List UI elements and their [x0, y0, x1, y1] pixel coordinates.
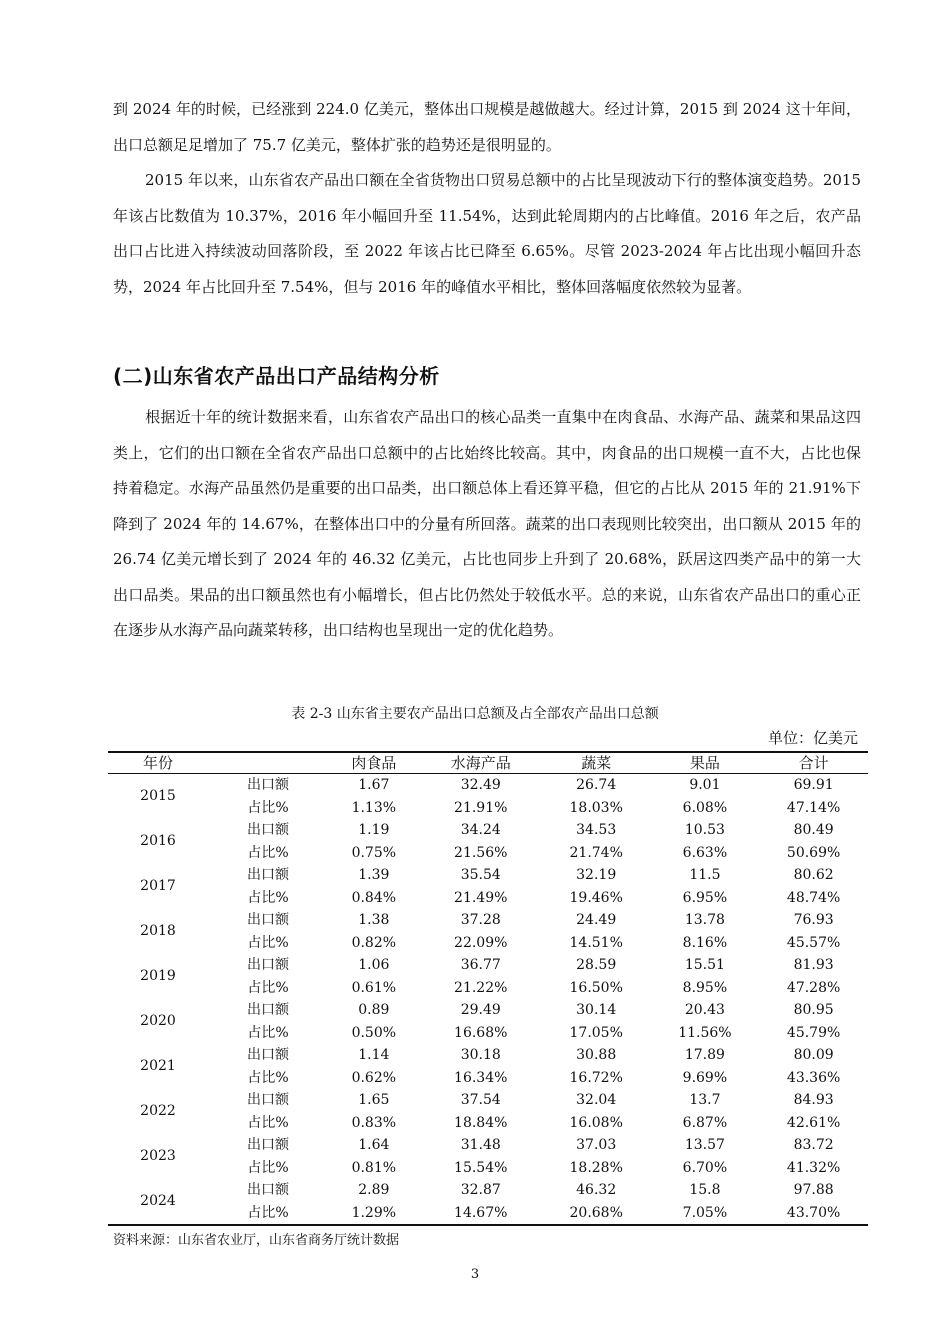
metric-label-cell: 占比%: [247, 1204, 289, 1221]
value-cell: 14.51%: [569, 934, 623, 951]
value-cell: 20.68%: [569, 1204, 623, 1221]
metric-label-cell: 出口额: [247, 912, 289, 928]
value-cell: 80.62: [793, 867, 834, 883]
table-row: [108, 1112, 868, 1135]
body-paragraph-3-text: 根据近十年的统计数据来看，山东省农产品出口的核心品类一直集中在肉食品、水海产品、蔬菜和果品这四类上，它们的出口额在全省农产品出口总额中的占比始终比较高。其中，肉食品的出口规模一直不大，占比也保持着稳定。水海产品虽然仍是重要的出口品类，出口额总体上看还算平稳，但它的占比从 2015 年的 21.91%下降到了 2024 年的 14.67%，在整体出口中的分量有所回落。蔬菜的出口表现则比较突出，出口额从 2015 年的 26.74 亿美元增长到了 2024 年的 46.32 亿美元，占比也同步上升到了 20.68%，跃居这四类产品中的第一大出口品类。果品的出口额虽然也有小幅增长，但占比仍然处于较低水平。总的来说，山东省农产品出口的重心正在逐步从水海产品向蔬菜转移，出口结构也呈现出一定的优化趋势。: [113, 408, 861, 639]
value-cell: 19.46%: [569, 889, 623, 906]
header-vegetables: 蔬菜: [542, 752, 651, 774]
value-cell: 8.95%: [682, 979, 728, 996]
value-cell: 45.79%: [786, 1024, 841, 1041]
table-row: [108, 999, 868, 1022]
value-cell: 32.49: [460, 777, 501, 793]
value-cell: 16.50%: [569, 979, 623, 996]
value-cell: 69.91: [793, 777, 834, 793]
value-cell: 15.51: [684, 957, 725, 973]
header-total: 合计: [759, 752, 868, 774]
value-cell: 48.74%: [786, 889, 841, 906]
value-cell: 30.14: [576, 1002, 617, 1018]
body-paragraph-2: [113, 163, 861, 305]
value-cell: 6.95%: [682, 889, 728, 906]
table-row: [108, 1067, 868, 1090]
table-row: [108, 1157, 868, 1180]
value-cell: 43.36%: [786, 1069, 841, 1086]
table-row: [108, 797, 868, 820]
value-cell: 1.39: [358, 867, 390, 883]
value-cell: 32.87: [460, 1182, 501, 1198]
value-cell: 21.22%: [454, 979, 508, 996]
metric-label-cell: 占比%: [247, 1024, 289, 1041]
metric-label-cell: 出口额: [247, 957, 289, 973]
value-cell: 50.69%: [786, 844, 841, 861]
table-row: [108, 864, 868, 887]
table-row: [108, 1134, 868, 1157]
value-cell: 30.18: [460, 1047, 501, 1063]
value-cell: 17.05%: [569, 1024, 623, 1041]
value-cell: 7.05%: [682, 1204, 728, 1221]
metric-label-cell: 占比%: [247, 1159, 289, 1176]
metric-label-cell: 占比%: [247, 1114, 289, 1131]
value-cell: 17.89: [684, 1047, 725, 1063]
value-cell: 16.72%: [569, 1069, 623, 1086]
value-cell: 37.54: [460, 1092, 501, 1108]
value-cell: 6.08%: [682, 799, 728, 816]
value-cell: 18.03%: [569, 799, 623, 816]
value-cell: 18.84%: [454, 1114, 508, 1131]
value-cell: 9.69%: [682, 1069, 728, 1086]
value-cell: 0.50%: [351, 1024, 397, 1041]
value-cell: 34.53: [576, 822, 617, 838]
value-cell: 1.06: [358, 957, 390, 973]
value-cell: 0.84%: [351, 889, 397, 906]
value-cell: 34.24: [460, 822, 501, 838]
value-cell: 13.57: [684, 1137, 725, 1153]
year-cell: 2019: [140, 968, 176, 985]
value-cell: 2.89: [358, 1182, 390, 1198]
value-cell: 47.14%: [786, 799, 841, 816]
value-cell: 41.32%: [786, 1159, 841, 1176]
value-cell: 9.01: [689, 777, 721, 793]
value-cell: 29.49: [460, 1002, 501, 1018]
metric-label-cell: 占比%: [247, 889, 289, 906]
metric-label-cell: 占比%: [247, 934, 289, 951]
value-cell: 76.93: [793, 912, 834, 928]
value-cell: 1.14: [358, 1047, 390, 1063]
value-cell: 0.61%: [351, 979, 397, 996]
value-cell: 24.49: [576, 912, 617, 928]
value-cell: 1.64: [358, 1137, 390, 1153]
value-cell: 1.29%: [351, 1204, 397, 1221]
table-row: [108, 819, 868, 842]
header-meat: 肉食品: [328, 752, 420, 774]
value-cell: 0.89: [358, 1002, 390, 1018]
value-cell: 21.74%: [569, 844, 623, 861]
value-cell: 0.82%: [351, 934, 397, 951]
value-cell: 81.93: [793, 957, 834, 973]
year-cell: 2021: [140, 1058, 176, 1075]
header-fruit: 果品: [651, 752, 760, 774]
table-caption: 表 2-3 山东省主要农产品出口总额及占全部农产品出口总额: [291, 706, 659, 722]
table-row: [108, 954, 868, 977]
metric-label-cell: 出口额: [247, 1182, 289, 1198]
value-cell: 32.19: [576, 867, 617, 883]
value-cell: 13.78: [684, 912, 725, 928]
table-body: [108, 774, 868, 1226]
year-cell: 2020: [140, 1013, 176, 1030]
source-note: 资料来源：山东省农业厅，山东省商务厅统计数据: [113, 1233, 400, 1248]
value-cell: 6.63%: [682, 844, 728, 861]
metric-label-cell: 占比%: [247, 1069, 289, 1086]
header-aquatic: 水海产品: [420, 752, 542, 774]
value-cell: 37.28: [460, 912, 501, 928]
value-cell: 15.54%: [454, 1159, 508, 1176]
table-row: [108, 887, 868, 910]
year-cell: 2023: [140, 1148, 176, 1165]
metric-label-cell: 出口额: [247, 1002, 289, 1018]
value-cell: 21.91%: [454, 799, 508, 816]
value-cell: 6.87%: [682, 1114, 728, 1131]
value-cell: 80.09: [793, 1047, 834, 1063]
table-header-row: [108, 752, 868, 774]
value-cell: 46.32: [576, 1182, 617, 1198]
value-cell: 16.68%: [454, 1024, 508, 1041]
table-row: [108, 774, 868, 797]
year-cell: 2024: [140, 1193, 176, 1210]
table-row: [108, 1044, 868, 1067]
table-row: [108, 842, 868, 865]
value-cell: 11.5: [689, 867, 721, 883]
value-cell: 1.65: [358, 1092, 390, 1108]
value-cell: 83.72: [793, 1137, 834, 1153]
value-cell: 80.49: [793, 822, 834, 838]
table-row: [108, 1202, 868, 1226]
value-cell: 42.61%: [786, 1114, 841, 1131]
metric-label-cell: 出口额: [247, 1047, 289, 1063]
metric-label-cell: 出口额: [247, 822, 289, 838]
year-cell: 2018: [140, 923, 176, 940]
metric-label-cell: 占比%: [247, 799, 289, 816]
metric-label-cell: 出口额: [247, 1092, 289, 1108]
value-cell: 47.28%: [786, 979, 841, 996]
body-paragraph-2-text: 2015 年以来，山东省农产品出口额在全省货物出口贸易总额中的占比呈现波动下行的整体演变趋势。2015 年该占比数值为 10.37%，2016 年小幅回升至 11.54%，达到此轮周期内的占比峰值。2016 年之后，农产品出口占比进入持续波动回落阶段，至 2022 年该占比已降至 6.65%。尽管 2023-2024 年占比出现小幅回升态势，2024 年占比回升至 7.54%，但与 2016 年的峰值水平相比，整体回落幅度依然较为显著。: [113, 171, 861, 296]
value-cell: 11.56%: [678, 1024, 732, 1041]
value-cell: 8.16%: [682, 934, 728, 951]
value-cell: 20.43: [684, 1002, 725, 1018]
table-row: [108, 1089, 868, 1112]
value-cell: 84.93: [793, 1092, 834, 1108]
value-cell: 6.70%: [682, 1159, 728, 1176]
value-cell: 16.34%: [454, 1069, 508, 1086]
value-cell: 36.77: [460, 957, 501, 973]
value-cell: 21.56%: [454, 844, 508, 861]
value-cell: 0.62%: [351, 1069, 397, 1086]
value-cell: 28.59: [576, 957, 617, 973]
value-cell: 30.88: [576, 1047, 617, 1063]
value-cell: 15.8: [689, 1182, 721, 1198]
table-unit-label: 单位：亿美元: [767, 729, 858, 747]
value-cell: 97.88: [793, 1182, 834, 1198]
value-cell: 21.49%: [454, 889, 508, 906]
body-paragraph-3: [113, 400, 861, 649]
value-cell: 0.75%: [351, 844, 397, 861]
header-year: 年份: [108, 752, 208, 774]
metric-label-cell: 占比%: [247, 979, 289, 996]
page-number: 3: [470, 1267, 480, 1282]
value-cell: 0.81%: [351, 1159, 397, 1176]
header-metric: [208, 752, 328, 774]
value-cell: 22.09%: [454, 934, 508, 951]
value-cell: 10.53: [684, 822, 725, 838]
year-cell: 2015: [140, 788, 176, 805]
table-row: [108, 1179, 868, 1202]
value-cell: 31.48: [460, 1137, 501, 1153]
value-cell: 35.54: [460, 867, 501, 883]
section-heading: (二)山东省农产品出口产品结构分析: [113, 364, 440, 388]
value-cell: 26.74: [576, 777, 617, 793]
metric-label-cell: 出口额: [247, 867, 289, 883]
body-paragraph-1: 到 2024 年的时候，已经涨到 224.0 亿美元，整体出口规模是越做越大。经过计算，2015 到 2024 这十年间，出口总额足足增加了 75.7 亿美元，整体扩张的趋势还是很明显的。: [113, 100, 861, 154]
value-cell: 1.38: [358, 912, 390, 928]
value-cell: 45.57%: [786, 934, 841, 951]
value-cell: 32.04: [576, 1092, 617, 1108]
value-cell: 1.67: [358, 777, 390, 793]
table-row: [108, 932, 868, 955]
year-cell: 2016: [140, 833, 176, 850]
metric-label-cell: 占比%: [247, 844, 289, 861]
table-row: [108, 909, 868, 932]
value-cell: 1.13%: [351, 799, 397, 816]
table-row: [108, 977, 868, 1000]
value-cell: 37.03: [576, 1137, 617, 1153]
value-cell: 14.67%: [454, 1204, 508, 1221]
metric-label-cell: 出口额: [247, 1137, 289, 1153]
value-cell: 13.7: [689, 1092, 721, 1108]
table-row: [108, 1022, 868, 1045]
value-cell: 43.70%: [786, 1204, 841, 1221]
metric-label-cell: 出口额: [247, 777, 289, 793]
value-cell: 18.28%: [569, 1159, 623, 1176]
value-cell: 1.19: [358, 822, 390, 838]
export-data-table: [108, 751, 868, 1226]
value-cell: 0.83%: [351, 1114, 397, 1131]
year-cell: 2022: [140, 1103, 176, 1120]
year-cell: 2017: [140, 878, 176, 895]
value-cell: 16.08%: [569, 1114, 623, 1131]
value-cell: 80.95: [793, 1002, 834, 1018]
